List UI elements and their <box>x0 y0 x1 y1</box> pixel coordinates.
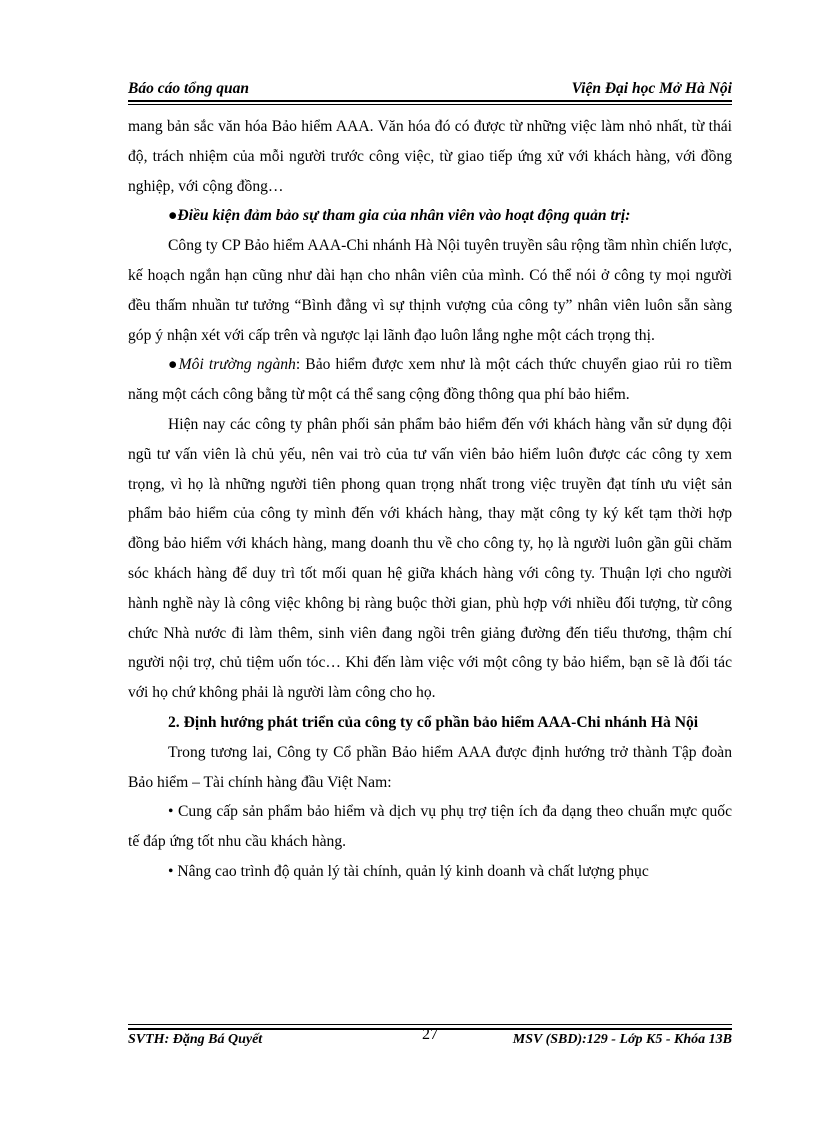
header-rule-thin <box>128 104 732 105</box>
bullet-industry-title: Môi trường ngành <box>178 356 296 374</box>
header-right-title: Viện Đại học Mở Hà Nội <box>571 80 732 97</box>
bullet-participation-title: Điều kiện đảm bảo sự tham gia của nhân viên vào hoạt động quản trị: <box>177 207 631 225</box>
footer-rule-thin <box>128 1024 732 1025</box>
header-left-title: Báo cáo tổng quan <box>128 80 250 97</box>
bullet-participation <box>128 201 732 231</box>
paragraph-culture: mang bản sắc văn hóa Bảo hiểm AAA. Văn hóa đó có được từ những việc làm nhỏ nhất, từ thái độ, trách nhiệm của mỗi người trước công việc, từ giao tiếp ứng xử với khách hàng, với đồng nghiệp, với cộng đồng… <box>128 118 732 195</box>
paragraph-distribution: Hiện nay các công ty phân phối sản phẩm bảo hiểm đến với khách hàng vẫn sử dụng đội ngũ tư vấn viên là chủ yếu, nên vai trò của tư vấn viên bảo hiểm luôn được các công ty xem trọng, vì họ là những người tiên phong quan trọng nhất trong việc truyền đạt tính ưu việt sản phẩm bảo hiểm của công ty mình đến với khách hàng, thay mặt công ty ký kết tạm thời hợp đồng bảo hiểm với khách hàng, mang doanh thu về cho công ty, họ là người luôn gần gũi chăm sóc khách hàng để duy trì tốt mối quan hệ giữa khách hàng với công ty. Thuận lợi cho người hành nghề này là công việc không bị ràng buộc thời gian, phù hợp với nhiều đối tượng, từ công chức Nhà nước đi làm thêm, sinh viên đang ngồi trên giảng đường đến tiểu thương, thậm chí người nội trợ, chủ tiệm uốn tóc… Khi đến làm việc với một công ty bảo hiểm, bạn sẽ là đối tác với họ chứ không phải là người làm công cho họ. <box>128 415 732 702</box>
section-heading: 2. Định hướng phát triển của công ty cổ phần bảo hiểm AAA-Chi nhánh Hà Nội <box>168 713 699 731</box>
bullet-icon: ● <box>168 356 179 374</box>
footer-student: SVTH: Đặng Bá Quyết <box>128 1032 263 1047</box>
page-body <box>128 112 732 887</box>
list-item-management: • Nâng cao trình độ quản lý tài chính, quản lý kinh doanh và chất lượng phục <box>168 862 649 880</box>
page-number: 27 <box>422 1026 438 1043</box>
footer-student-id: MSV (SBD):129 - Lớp K5 - Khóa 13B <box>512 1032 732 1047</box>
page-footer <box>128 1026 732 1052</box>
paragraph-strategy: Công ty CP Bảo hiểm AAA-Chi nhánh Hà Nội tuyên truyền sâu rộng tầm nhìn chiến lược, kế hoạch ngắn hạn cũng như dài hạn cho nhân viên của mình. Có thể nói ở công ty mọi người đều thấm nhuần tư tưởng “Bình đẳng vì sự thịnh vượng của công ty” nhân viên luôn sẵn sàng góp ý nhận xét với cấp trên và ngược lại lãnh đạo luôn lắng nghe một cách trọng thị. <box>128 237 732 344</box>
paragraph-future: Trong tương lai, Công ty Cổ phần Bảo hiểm AAA được định hướng trở thành Tập đoàn Bảo hiểm – Tài chính hàng đầu Việt Nam: <box>128 743 732 791</box>
header-rule-thick <box>128 100 732 102</box>
page-header <box>128 74 732 98</box>
bullet-industry-text: : Bảo hiểm được xem như là một cách thức chuyển giao rủi ro tiềm năng một cách công bằng từ một cá thể sang cộng đồng thông qua phí bảo hiểm. <box>128 356 733 404</box>
list-item-products: • Cung cấp sản phẩm bảo hiểm và dịch vụ phụ trợ tiện ích đa dạng theo chuẩn mực quốc tế đáp ứng tốt nhu cầu khách hàng. <box>128 803 732 851</box>
bullet-icon: ● <box>168 207 178 225</box>
bullet-industry <box>128 350 732 410</box>
